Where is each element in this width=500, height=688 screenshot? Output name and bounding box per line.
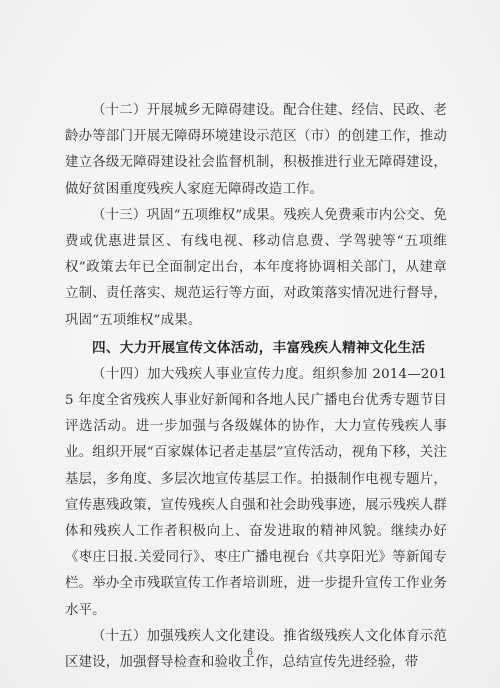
paragraph-15: （十五）加强残疾人文化建设。推省级残疾人文化体育示范区建设，加强督导检查和验收工作，总结宣传先进经验，带 [65,628,447,671]
paragraph-14: （十四）加大残疾人事业宣传力度。组织参加 2014—2015 年度全省残疾人事业好新闻和各地人民广播电台优秀专题节目评选活动。进一步加强与各级媒体的协作，大力宣传残疾人事业。组织开展“百家媒体记者走基层”宣传活动，视角下移，关注基层，多角度、多层次地宣传基层工作。拍摄制作电视专题片，宣传惠残政策，宣传残疾人自强和社会助残事迹，展示残疾人群体和残疾人工作者积极向上、奋发进取的精神风貌。继续办好《枣庄日报.关爱同行》、枣庄广播电视台《共享阳光》等新闻专栏。举办全市残联宣传工作者培训班，进一步提升宣传工作业务水平。 [65,366,447,618]
document-body [65,98,447,676]
page-number: 6 [247,648,253,658]
paragraph-13: （十三）巩固“五项维权”成果。残疾人免费乘市内公交、免费或优惠进景区、有线电视、移动信息费、学驾驶等“五项维权”政策去年已全面制定出台，本年度将协调相关部门，从建章立制、责任落实、规范运行等方面，对政策落实情况进行督导，巩固“五项维权”成果。 [65,207,447,328]
paragraph-12: （十二）开展城乡无障碍建设。配合住建、经信、民政、老龄办等部门开展无障碍环境建设示范区（市）的创建工作，推动建立各级无障碍建设社会监督机制，积极推进行业无障碍建设，做好贫困重度残疾人家庭无障碍改造工作。 [65,103,447,197]
section-heading-4: 四、大力开展宣传文体活动，丰富残疾人精神文化生活 [92,339,426,356]
